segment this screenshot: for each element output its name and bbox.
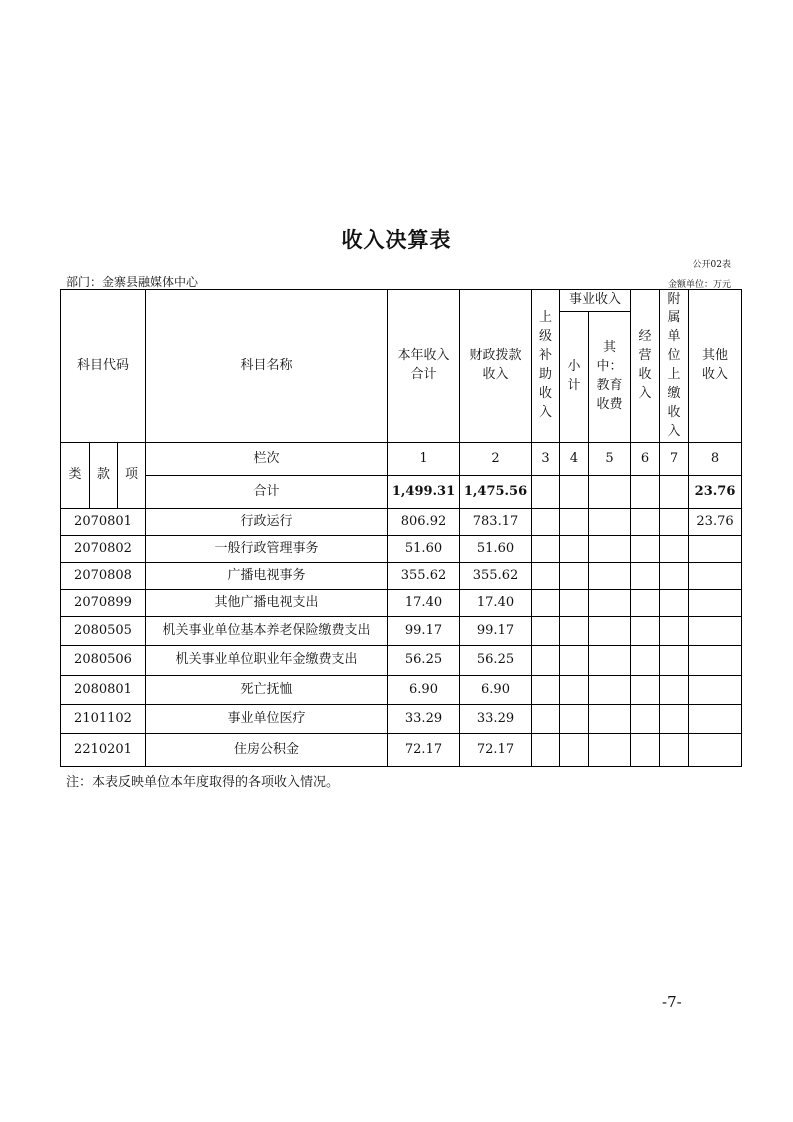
col-num-3: 3 <box>532 443 560 476</box>
row-fiscal: 355.62 <box>460 563 532 590</box>
row-name: 行政运行 <box>146 509 388 536</box>
row-code: 2101102 <box>61 705 146 734</box>
row-name: 死亡抚恤 <box>146 676 388 705</box>
table-row <box>61 536 742 563</box>
col-num-7: 7 <box>660 443 689 476</box>
header-superior-subsidy: 上级补助收入 <box>532 290 560 443</box>
total-row <box>61 476 742 509</box>
header-other-income: 其他收入 <box>689 290 742 443</box>
row-code: 2070802 <box>61 536 146 563</box>
row-other <box>689 590 742 617</box>
table-row <box>61 676 742 705</box>
row-code: 2080801 <box>61 676 146 705</box>
total-income-value: 1,499.31 <box>388 476 460 509</box>
row-code: 2070899 <box>61 590 146 617</box>
col-num-6: 6 <box>631 443 660 476</box>
table-row <box>61 646 742 676</box>
row-fiscal: 6.90 <box>460 676 532 705</box>
col-num-8: 8 <box>689 443 742 476</box>
page-title: 收入决算表 <box>341 228 452 252</box>
header-education-fee: 其中：教育收费 <box>589 312 631 443</box>
row-fiscal: 783.17 <box>460 509 532 536</box>
header-subject-name: 科目名称 <box>146 290 388 443</box>
header-lei: 类 <box>61 443 90 509</box>
table-row <box>61 617 742 646</box>
row-fiscal: 99.17 <box>460 617 532 646</box>
income-table <box>60 289 742 767</box>
row-name: 机关事业单位职业年金缴费支出 <box>146 646 388 676</box>
column-index-label: 栏次 <box>146 443 388 476</box>
row-total: 806.92 <box>388 509 460 536</box>
table-row <box>61 705 742 734</box>
header-kuan: 款 <box>90 443 118 509</box>
row-fiscal: 17.40 <box>460 590 532 617</box>
row-fiscal: 72.17 <box>460 734 532 767</box>
row-code: 2210201 <box>61 734 146 767</box>
row-name: 机关事业单位基本养老保险缴费支出 <box>146 617 388 646</box>
row-other <box>689 536 742 563</box>
row-other <box>689 734 742 767</box>
total-label: 合计 <box>146 476 388 509</box>
row-name: 其他广播电视支出 <box>146 590 388 617</box>
row-total: 355.62 <box>388 563 460 590</box>
amount-unit-label: 金额单位：万元 <box>667 280 731 290</box>
row-other <box>689 705 742 734</box>
table-row <box>61 563 742 590</box>
row-code: 2070801 <box>61 509 146 536</box>
row-name: 广播电视事务 <box>146 563 388 590</box>
row-code: 2070808 <box>61 563 146 590</box>
header-subject-code: 科目代码 <box>61 290 146 443</box>
total-other-value: 23.76 <box>689 476 742 509</box>
header-operating-income: 经营收入 <box>631 290 660 443</box>
header-xiang: 项 <box>118 443 146 509</box>
table-row <box>61 590 742 617</box>
row-other <box>689 563 742 590</box>
col-num-4: 4 <box>560 443 589 476</box>
header-affiliated-income: 附属单位上缴收入 <box>660 290 689 443</box>
col-num-2: 2 <box>460 443 532 476</box>
table-row <box>61 734 742 767</box>
header-fiscal-allocation: 财政拨款收入 <box>460 290 532 443</box>
table-note: 注：本表反映单位本年度取得的各项收入情况。 <box>66 775 340 790</box>
row-name: 事业单位医疗 <box>146 705 388 734</box>
department-label: 部门：金寨县融媒体中心 <box>66 275 199 289</box>
form-number: 公开02表 <box>692 260 731 270</box>
total-fiscal-value: 1,475.56 <box>460 476 532 509</box>
row-total: 56.25 <box>388 646 460 676</box>
row-total: 51.60 <box>388 536 460 563</box>
row-name: 住房公积金 <box>146 734 388 767</box>
row-other <box>689 617 742 646</box>
row-total: 33.29 <box>388 705 460 734</box>
col-num-5: 5 <box>589 443 631 476</box>
page-number: -7- <box>662 993 682 1011</box>
row-name: 一般行政管理事务 <box>146 536 388 563</box>
row-total: 17.40 <box>388 590 460 617</box>
row-total: 99.17 <box>388 617 460 646</box>
header-total-income: 本年收入合计 <box>388 290 460 443</box>
row-other <box>689 646 742 676</box>
header-subtotal: 小计 <box>560 312 589 443</box>
row-fiscal: 51.60 <box>460 536 532 563</box>
row-total: 6.90 <box>388 676 460 705</box>
table-row <box>61 509 742 536</box>
row-total: 72.17 <box>388 734 460 767</box>
row-fiscal: 56.25 <box>460 646 532 676</box>
col-num-1: 1 <box>388 443 460 476</box>
row-other: 23.76 <box>689 509 742 536</box>
row-code: 2080506 <box>61 646 146 676</box>
header-business-income: 事业收入 <box>560 290 631 312</box>
row-fiscal: 33.29 <box>460 705 532 734</box>
row-code: 2080505 <box>61 617 146 646</box>
row-other <box>689 676 742 705</box>
